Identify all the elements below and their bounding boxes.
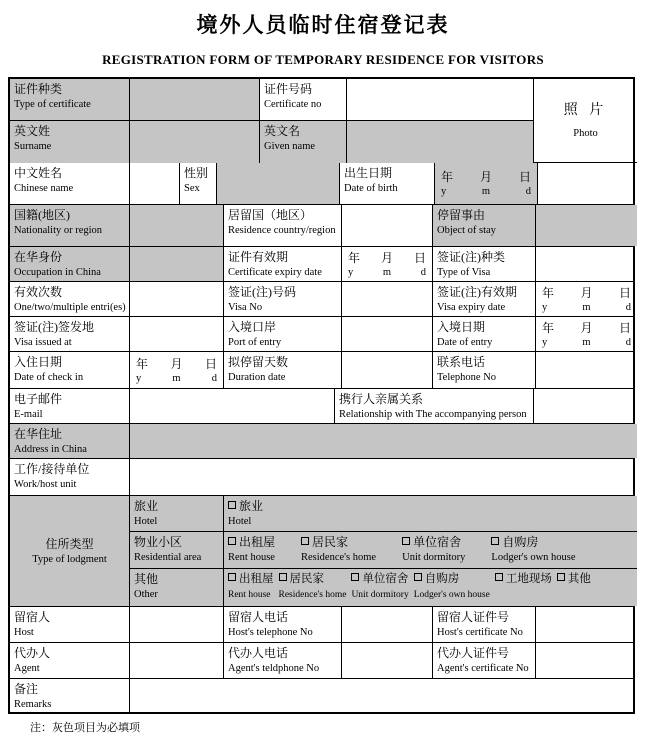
- checkbox-icon[interactable]: [414, 573, 422, 581]
- sex-label: [180, 163, 217, 204]
- en-text: Telephone No: [437, 372, 497, 383]
- row-occupation: [10, 247, 633, 282]
- lodging-option[interactable]: [414, 571, 490, 602]
- en-text: Certificate expiry date: [228, 267, 322, 278]
- certificate-type-label: [10, 79, 130, 120]
- row-work-unit: [10, 459, 633, 496]
- en-text: Object of stay: [437, 225, 496, 236]
- en-text: Type of lodgment: [32, 553, 107, 565]
- zh-text: 留宿人证件号: [437, 610, 510, 624]
- visa-expiry-ymd[interactable]: [536, 282, 637, 316]
- hotel-options: [224, 496, 637, 531]
- zh-text: 签证(注)有效期: [437, 285, 517, 299]
- option-label-zh: 居民家: [312, 535, 349, 549]
- en-text: Visa expiry date: [437, 302, 506, 313]
- agent-telephone-label: [224, 643, 342, 678]
- year-label-en: y: [348, 266, 354, 278]
- zh-text: 英文名: [264, 124, 301, 138]
- option-label-en: Residence's home: [278, 590, 347, 600]
- residential-options: [224, 532, 637, 568]
- zh-text: 住所类型: [45, 536, 94, 551]
- given-name-input[interactable]: [347, 121, 534, 163]
- day-label: 日: [518, 170, 531, 184]
- zh-text: 携行人亲属关系: [339, 392, 424, 406]
- en-text: Certificate no: [264, 99, 322, 110]
- zh-text: 联系电话: [437, 355, 486, 369]
- en-text: Residential area: [134, 552, 202, 563]
- row-check-in: [10, 352, 633, 389]
- check-in-label: [10, 352, 130, 388]
- host-input[interactable]: [130, 607, 224, 642]
- zh-text: 出生日期: [344, 166, 393, 180]
- zh-text: 物业小区: [134, 535, 183, 549]
- certificate-type-input[interactable]: [130, 79, 260, 120]
- row-visa-issued: [10, 317, 633, 352]
- month-label: 月: [170, 356, 183, 371]
- zh-text: 入住日期: [14, 355, 63, 369]
- telephone-input[interactable]: [536, 352, 637, 388]
- option-label-en: Hotel: [228, 516, 252, 527]
- certificate-no-label: [260, 79, 347, 120]
- date-of-birth-label: [340, 163, 435, 204]
- work-unit-label: [10, 459, 130, 495]
- zh-text: 入境日期: [437, 320, 486, 334]
- row-nationality: [10, 205, 633, 247]
- checkbox-icon[interactable]: [351, 573, 359, 581]
- checkbox-icon[interactable]: [495, 573, 503, 581]
- date-of-entry-ymd[interactable]: [536, 317, 637, 351]
- visa-expiry-label: [433, 282, 536, 316]
- agent-input[interactable]: [130, 643, 224, 678]
- zh-text: 英文姓: [14, 124, 51, 138]
- day-label-en: d: [420, 266, 426, 278]
- residence-country-input[interactable]: [342, 205, 433, 246]
- option-label-zh: 旅业: [239, 499, 264, 513]
- en-text: Surname: [14, 141, 52, 152]
- surname-label: [10, 121, 130, 163]
- lodging-option[interactable]: [402, 534, 465, 565]
- given-name-label: [260, 121, 347, 163]
- zh-text: 备注: [14, 682, 39, 696]
- month-label: 月: [479, 170, 492, 184]
- row-agent: [10, 643, 633, 679]
- en-text: Hotel: [134, 516, 158, 527]
- zh-text: 在华身份: [14, 250, 63, 264]
- certificate-expiry-ymd[interactable]: [342, 247, 433, 281]
- en-text: Relationship with The accompanying person: [339, 409, 527, 420]
- chinese-name-input[interactable]: [130, 163, 180, 204]
- en-text: Agent's certificate No: [437, 663, 529, 674]
- zh-text: 停留事由: [437, 208, 486, 222]
- zh-text: 有效次数: [14, 285, 63, 299]
- option-label-en: Lodger's own house: [491, 552, 576, 563]
- zh-text: 居留国（地区）: [228, 208, 313, 222]
- option-label-zh: 单位宿舍: [413, 535, 462, 549]
- year-label: 年: [542, 285, 555, 300]
- option-label-zh: 出租屋: [239, 535, 276, 549]
- zh-text: 电子邮件: [14, 392, 63, 406]
- remarks-input[interactable]: [130, 679, 637, 712]
- option-label-en: Unit dormitory: [351, 590, 409, 600]
- en-text: Work/host unit: [14, 479, 77, 490]
- day-label-en: d: [525, 186, 531, 197]
- en-text: Duration date: [228, 372, 286, 383]
- visa-type-input[interactable]: [536, 247, 637, 281]
- lodging-option[interactable]: [228, 571, 274, 602]
- agent-certificate-label: [433, 643, 536, 678]
- hotel-row-label: [130, 496, 224, 531]
- row-english-name: [10, 121, 534, 163]
- zh-text: 签证(注)号码: [228, 285, 296, 299]
- day-label: 日: [413, 250, 426, 265]
- address-input[interactable]: [130, 424, 637, 458]
- checkbox-icon[interactable]: [279, 573, 287, 581]
- year-label: 年: [136, 356, 149, 371]
- zh-text: 证件号码: [264, 82, 313, 96]
- row-remarks: [10, 679, 633, 712]
- en-text: Sex: [184, 183, 200, 194]
- en-text: One/two/multiple entri(es): [14, 302, 126, 313]
- host-telephone-label: [224, 607, 342, 642]
- zh-text: 中文姓名: [14, 166, 63, 180]
- lodging-option[interactable]: [228, 534, 275, 565]
- row-certificate: [10, 79, 534, 121]
- en-text: Host's certificate No: [437, 627, 523, 638]
- port-of-entry-label: [224, 317, 342, 351]
- row-address: [10, 424, 633, 459]
- row-chinese-name: [10, 163, 633, 205]
- address-label: [10, 424, 130, 458]
- zh-text: 旅业: [134, 499, 159, 513]
- zh-text: 其他: [134, 572, 159, 586]
- day-label-en: d: [625, 301, 631, 313]
- year-label: 年: [441, 170, 454, 184]
- option-label-en: Rent house: [228, 552, 275, 563]
- en-text: Other: [134, 589, 158, 600]
- occupation-label: [10, 247, 130, 281]
- lodging-band: [10, 496, 633, 607]
- en-text: Visa No: [228, 302, 263, 313]
- en-text: Address in China: [14, 444, 87, 455]
- zh-text: 性别: [184, 166, 209, 180]
- option-label-en: Residence's home: [301, 552, 377, 563]
- en-text: Host: [14, 627, 34, 638]
- option-label-zh: 居民家: [289, 573, 324, 585]
- month-label-en: m: [382, 266, 392, 278]
- lodging-option[interactable]: [228, 498, 263, 529]
- telephone-label: [433, 352, 536, 388]
- year-label-en: y: [542, 301, 548, 313]
- en-text: Type of certificate: [14, 99, 91, 110]
- residential-row-label: [130, 532, 224, 568]
- checkbox-icon[interactable]: [228, 501, 236, 509]
- lodging-other-row: [130, 569, 637, 606]
- option-label-zh: 自购房: [424, 573, 460, 585]
- option-label-zh: 工地现场: [505, 573, 552, 585]
- zh-text: 留宿人电话: [228, 610, 289, 624]
- zh-text: 签证(注)签发地: [14, 320, 94, 334]
- email-label: [10, 389, 130, 423]
- en-text: Date of entry: [437, 337, 493, 348]
- option-label-zh: 出租屋: [239, 573, 274, 585]
- visa-no-input[interactable]: [342, 282, 433, 316]
- checkbox-icon[interactable]: [228, 573, 236, 581]
- email-input[interactable]: [130, 389, 335, 423]
- day-label-en: d: [625, 336, 631, 348]
- zh-text: 代办人电话: [228, 646, 289, 660]
- remarks-label: [10, 679, 130, 712]
- day-label: 日: [618, 320, 631, 335]
- entries-input[interactable]: [130, 282, 224, 316]
- en-text: Remarks: [14, 699, 52, 710]
- lodging-option[interactable]: [557, 571, 591, 588]
- lodging-option[interactable]: [301, 534, 376, 565]
- form-title: 境外人员临时住宿登记表: [196, 14, 450, 37]
- en-text: Date of birth: [344, 183, 398, 194]
- chinese-name-label: [10, 163, 130, 204]
- en-text: Type of Visa: [437, 267, 491, 278]
- en-text: Nationality or region: [14, 225, 103, 236]
- nationality-input[interactable]: [130, 205, 224, 246]
- footnote: 注：灰色项目为必填项: [30, 722, 140, 734]
- host-certificate-label: [433, 607, 536, 642]
- zh-text: 代办人: [14, 646, 51, 660]
- host-telephone-input[interactable]: [342, 607, 433, 642]
- sex-input[interactable]: [217, 163, 340, 204]
- zh-text: 代办人证件号: [437, 646, 510, 660]
- lodging-residential-row: [130, 532, 637, 569]
- month-label: 月: [380, 250, 393, 265]
- certificate-no-input[interactable]: [347, 79, 534, 120]
- en-text: E-mail: [14, 409, 43, 420]
- checkbox-icon[interactable]: [301, 537, 309, 545]
- month-label-en: m: [582, 301, 591, 313]
- date-of-entry-label: [433, 317, 536, 351]
- year-label: 年: [348, 250, 361, 265]
- year-label-en: y: [542, 336, 548, 348]
- work-unit-input[interactable]: [130, 459, 637, 495]
- row-host: [10, 607, 633, 643]
- en-text: Given name: [264, 141, 316, 152]
- accompanying-label: [335, 389, 534, 423]
- identity-band: [10, 79, 633, 163]
- en-text: Occupation in China: [14, 267, 101, 278]
- other-row-label: [130, 569, 224, 606]
- host-label: [10, 607, 130, 642]
- zh-text: 证件种类: [14, 82, 63, 96]
- en-text: Date of check in: [14, 372, 84, 383]
- month-label-en: m: [172, 372, 181, 384]
- year-label: 年: [542, 320, 555, 335]
- object-of-stay-label: [433, 205, 536, 246]
- checkbox-icon[interactable]: [491, 537, 499, 545]
- zh-text: 工作/接待单位: [14, 462, 90, 476]
- option-label-en: Unit dormitory: [402, 552, 466, 563]
- en-text: Visa issued at: [14, 337, 72, 348]
- object-of-stay-input[interactable]: [536, 205, 637, 246]
- surname-input[interactable]: [130, 121, 260, 163]
- agent-label: [10, 643, 130, 678]
- month-label: 月: [580, 320, 593, 335]
- option-label-en: Lodger's own house: [413, 590, 490, 600]
- check-in-ymd[interactable]: [130, 352, 224, 388]
- visa-no-label: [224, 282, 342, 316]
- zh-text: 在华住址: [14, 427, 63, 441]
- lodging-hotel-row: [130, 496, 637, 532]
- month-label: 月: [580, 285, 593, 300]
- visa-issued-input[interactable]: [130, 317, 224, 351]
- en-text: Residence country/region: [228, 225, 336, 236]
- lodging-option[interactable]: [495, 571, 552, 588]
- form-subtitle: REGISTRATION FORM OF TEMPORARY RESIDENCE FOR VISITORS: [102, 52, 544, 67]
- row-entries: [10, 282, 633, 317]
- checkbox-icon[interactable]: [557, 573, 565, 581]
- lodging-option[interactable]: [279, 571, 347, 602]
- visa-type-label: [433, 247, 536, 281]
- option-label-en: Rent house: [228, 590, 271, 600]
- port-of-entry-input[interactable]: [342, 317, 433, 351]
- registration-table: [8, 77, 635, 714]
- lodgment-type-label: [10, 496, 130, 606]
- day-label: 日: [204, 356, 217, 371]
- certificate-expiry-label: [224, 247, 342, 281]
- option-label-zh: 自购房: [502, 535, 539, 549]
- year-label-en: y: [136, 372, 142, 384]
- lodging-option[interactable]: [351, 571, 408, 602]
- day-label: 日: [618, 285, 631, 300]
- residence-country-label: [224, 205, 342, 246]
- en-text: Host's telephone No: [228, 627, 313, 638]
- zh-text: 国籍(地区): [14, 208, 70, 222]
- lodging-option[interactable]: [491, 534, 575, 565]
- occupation-input[interactable]: [130, 247, 224, 281]
- zh-text: 签证(注)种类: [437, 250, 505, 264]
- photo-cell: [534, 79, 637, 163]
- visa-issued-label: [10, 317, 130, 351]
- row-email: [10, 389, 633, 424]
- zh-text: 留宿人: [14, 610, 51, 624]
- host-certificate-input[interactable]: [536, 607, 637, 642]
- en-text: Chinese name: [14, 183, 74, 194]
- zh-text: 入境口岸: [228, 320, 277, 334]
- other-options: [224, 569, 637, 606]
- month-label-en: m: [582, 336, 591, 348]
- month-label-en: m: [481, 186, 491, 197]
- zh-text: 拟停留天数: [228, 355, 289, 369]
- checkbox-icon[interactable]: [402, 537, 410, 545]
- entries-label: [10, 282, 130, 316]
- nationality-label: [10, 205, 130, 246]
- en-text: Photo: [573, 127, 598, 139]
- checkbox-icon[interactable]: [228, 537, 236, 545]
- accompanying-input[interactable]: [534, 389, 637, 423]
- duration-label: [224, 352, 342, 388]
- zh-text: 证件有效期: [228, 250, 289, 264]
- option-label-zh: 其他: [567, 573, 591, 585]
- date-of-birth-ymd[interactable]: [435, 163, 538, 204]
- en-text: Agent: [14, 663, 40, 674]
- option-label-zh: 单位宿舍: [362, 573, 409, 585]
- day-label-en: d: [211, 372, 217, 384]
- agent-telephone-input[interactable]: [342, 643, 433, 678]
- zh-text: 照 片: [563, 102, 608, 118]
- duration-input[interactable]: [342, 352, 433, 388]
- en-text: Agent's teldphone No: [228, 663, 320, 674]
- agent-certificate-input[interactable]: [536, 643, 637, 678]
- year-label-en: y: [441, 186, 447, 197]
- birth-row-extra-cell: [538, 163, 637, 204]
- en-text: Port of entry: [228, 337, 282, 348]
